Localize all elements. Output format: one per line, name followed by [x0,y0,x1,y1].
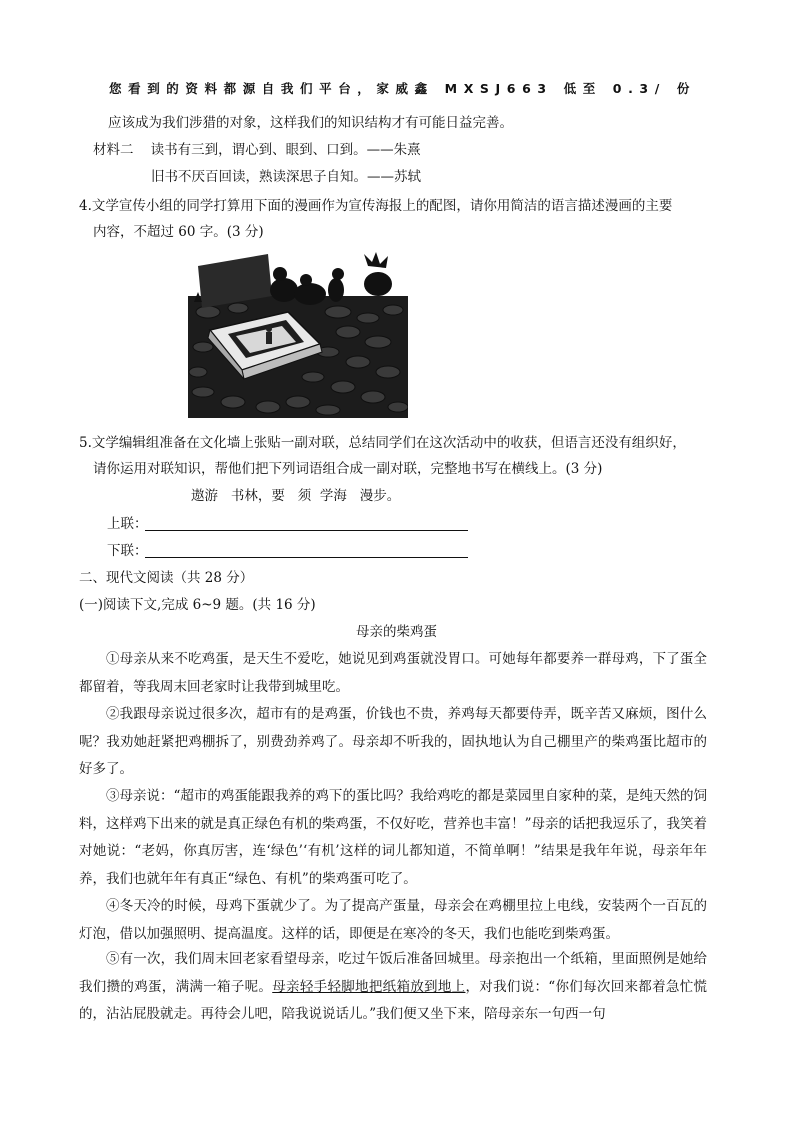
material2-line1 [93,140,421,160]
upper-couplet-label: 上联： [107,516,148,532]
article-paragraph-4: ④冬天冷的时候，母鸡下蛋就少了。为了提高产蛋量，母亲会在鸡棚里拉上电线，安装两个一百瓦的灯泡，借以加强照明、提高温度。这样的话，即便是在寒冷的冬天，我们也能吃到柴鸡蛋。 [79,898,707,942]
material2-quote1: 读书有三到，谓心到、眼到、口到。——朱熹 [150,142,421,158]
article-paragraph-2: ②我跟母亲说过很多次，超市有的是鸡蛋，价钱也不贵，养鸡每天都要侍弄，既辛苦又麻烦，图什么呢？我劝她赶紧把鸡棚拆了，别费劲养鸡了。母亲却不听我的，固执地认为自己棚里产的柴鸡蛋比超市的好多了。 [79,706,707,777]
article-paragraph-5 [79,946,707,1029]
upper-couplet-blank[interactable] [145,530,468,531]
paragraph-5-part-a: ⑤有一次，我们周末回老家看望母亲，吃过午饭后准备回城里。母亲抱出一个纸箱，里面照例是她给我们攒的鸡蛋，满满一箱子呢。 [79,951,707,995]
page-header: 您看到的资料都源自我们平台，家威鑫 MXSJ663 低至 0.3/ 份 [109,81,696,96]
section2-heading: 二、现代文阅读（共 28 分） [79,570,254,586]
cartoon-image [188,252,408,418]
material2-quote2: 旧书不厌百回读，熟读深思子自知。——苏轼 [151,169,421,185]
lower-couplet-label: 下联： [107,543,148,559]
article-title: 母亲的柴鸡蛋 [356,624,437,640]
section2-sub: (一)阅读下文,完成 6~9 题。(共 16 分) [79,597,316,613]
article-paragraph-3: ③母亲说：“超市的鸡蛋能跟我养的鸡下的蛋比吗？我给鸡吃的都是菜园里自家种的菜，是纯天然的饲料，这样鸡下出来的就是真正绿色有机的柴鸡蛋，不仅好吃，营养也丰富！”母亲的话把我逗乐了，我笑着对她说：“老妈，你真厉害，连‘绿色’‘有机’这样的词儿都知道，不简单啊！”结果是我年年说，母亲年年养，我们也就年年有真正“绿色、有机”的柴鸡蛋可吃了。 [79,788,707,887]
paragraph-5-part-b: ，对我们说：“你们每次回来都着急忙慌的，沾沾屁股就走。再待会儿吧，陪我说说话儿。”我们便又坐下来，陪母亲东一句西一句 [79,978,708,1022]
q5-line1: 5.文学编辑组准备在文化墙上张贴一副对联，总结同学们在这次活动中的收获，但语言还没有组织好， [79,435,686,451]
q5-words: 遨游 书林，要 须 学海 漫步。 [191,488,401,504]
underlined-sentence: 母亲轻手轻脚地把纸箱放到地上 [272,978,466,995]
material2-label: 材料二 [93,142,134,158]
lower-couplet-blank[interactable] [145,557,468,558]
q5-line2: 请你运用对联知识，帮他们把下列词语组合成一副对联，完整地书写在横线上。(3 分) [93,461,603,477]
q4-line1: 4.文学宣传小组的同学打算用下面的漫画作为宣传海报上的配图，请你用简洁的语言描述漫画的主要 [79,198,673,214]
article-paragraph-1: ①母亲从来不吃鸡蛋，是天生不爱吃，她说见到鸡蛋就没胃口。可她每年都要养一群母鸡，下了蛋全都留着，等我周末回老家时让我带到城里吃。 [79,651,707,695]
intro-line: 应该成为我们涉猎的对象，这样我们的知识结构才有可能日益完善。 [108,115,513,131]
q4-line2: 内容，不超过 60 字。(3 分) [93,224,264,240]
